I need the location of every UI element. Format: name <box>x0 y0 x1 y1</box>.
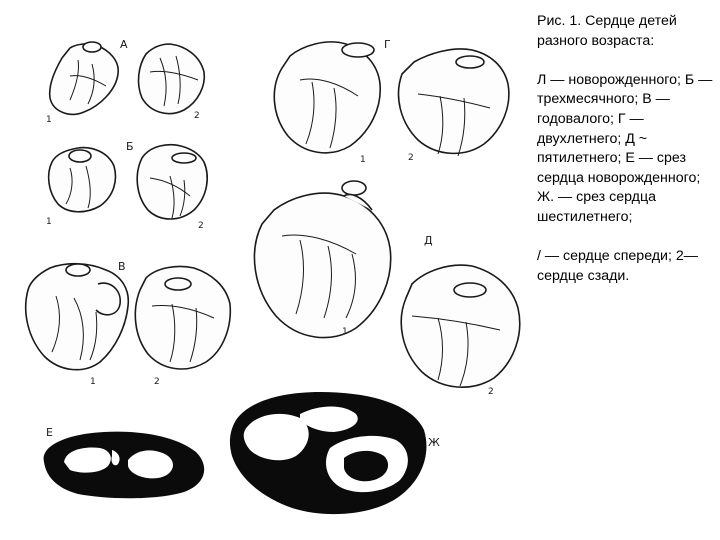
group-label-zh: Ж <box>428 436 440 449</box>
heart-g-front <box>274 42 380 153</box>
view-number-1: 1 <box>360 155 366 165</box>
heart-v-back <box>135 266 230 369</box>
heart-d-back <box>401 265 519 387</box>
heart-section-zh <box>230 392 440 514</box>
figure-caption <box>537 12 713 286</box>
caption-title: Рис. 1. Сердце детей разного возраста: <box>537 13 677 49</box>
group-label-b: Б <box>126 140 134 153</box>
caption-spacer <box>537 228 713 248</box>
group-label-e: Е <box>46 426 53 439</box>
view-number-1: 1 <box>342 327 348 337</box>
caption-legend: Л — новорожденного; Б — трехмесячного; В —годовалого; Г — двухлетнего; Д ~ пятилетнего; Е — срез сердца новорожденного; Ж. — срез сердца шестилетнего; <box>537 71 713 225</box>
view-number-2: 2 <box>154 377 160 387</box>
heart-group-b <box>46 140 207 231</box>
view-number-2: 2 <box>198 221 204 231</box>
view-number-2: 2 <box>488 387 494 397</box>
heart-group-v <box>26 260 231 387</box>
heart-a-front <box>50 42 119 114</box>
view-number-2: 2 <box>408 153 414 163</box>
view-number-1: 1 <box>90 377 96 387</box>
heart-a-back <box>139 44 205 114</box>
view-number-2: 2 <box>194 111 200 121</box>
heart-d-front <box>254 181 390 338</box>
view-number-1: 1 <box>46 115 52 125</box>
heart-v-front <box>26 264 129 370</box>
heart-section-e <box>44 426 205 498</box>
group-label-d: Д <box>424 234 433 247</box>
heart-group-d <box>254 181 519 397</box>
group-label-g: Г <box>384 38 391 51</box>
group-label-a: А <box>120 38 128 51</box>
view-number-1: 1 <box>46 217 52 227</box>
heart-group-g <box>274 38 509 165</box>
heart-group-a <box>46 38 204 125</box>
group-label-v: В <box>118 260 126 273</box>
caption-spacer <box>537 51 713 71</box>
heart-b-back <box>137 145 207 219</box>
heart-b-front <box>49 148 116 212</box>
caption-views: / — сердце спереди; 2— сердце сзади. <box>537 248 698 284</box>
heart-g-back <box>399 49 509 156</box>
